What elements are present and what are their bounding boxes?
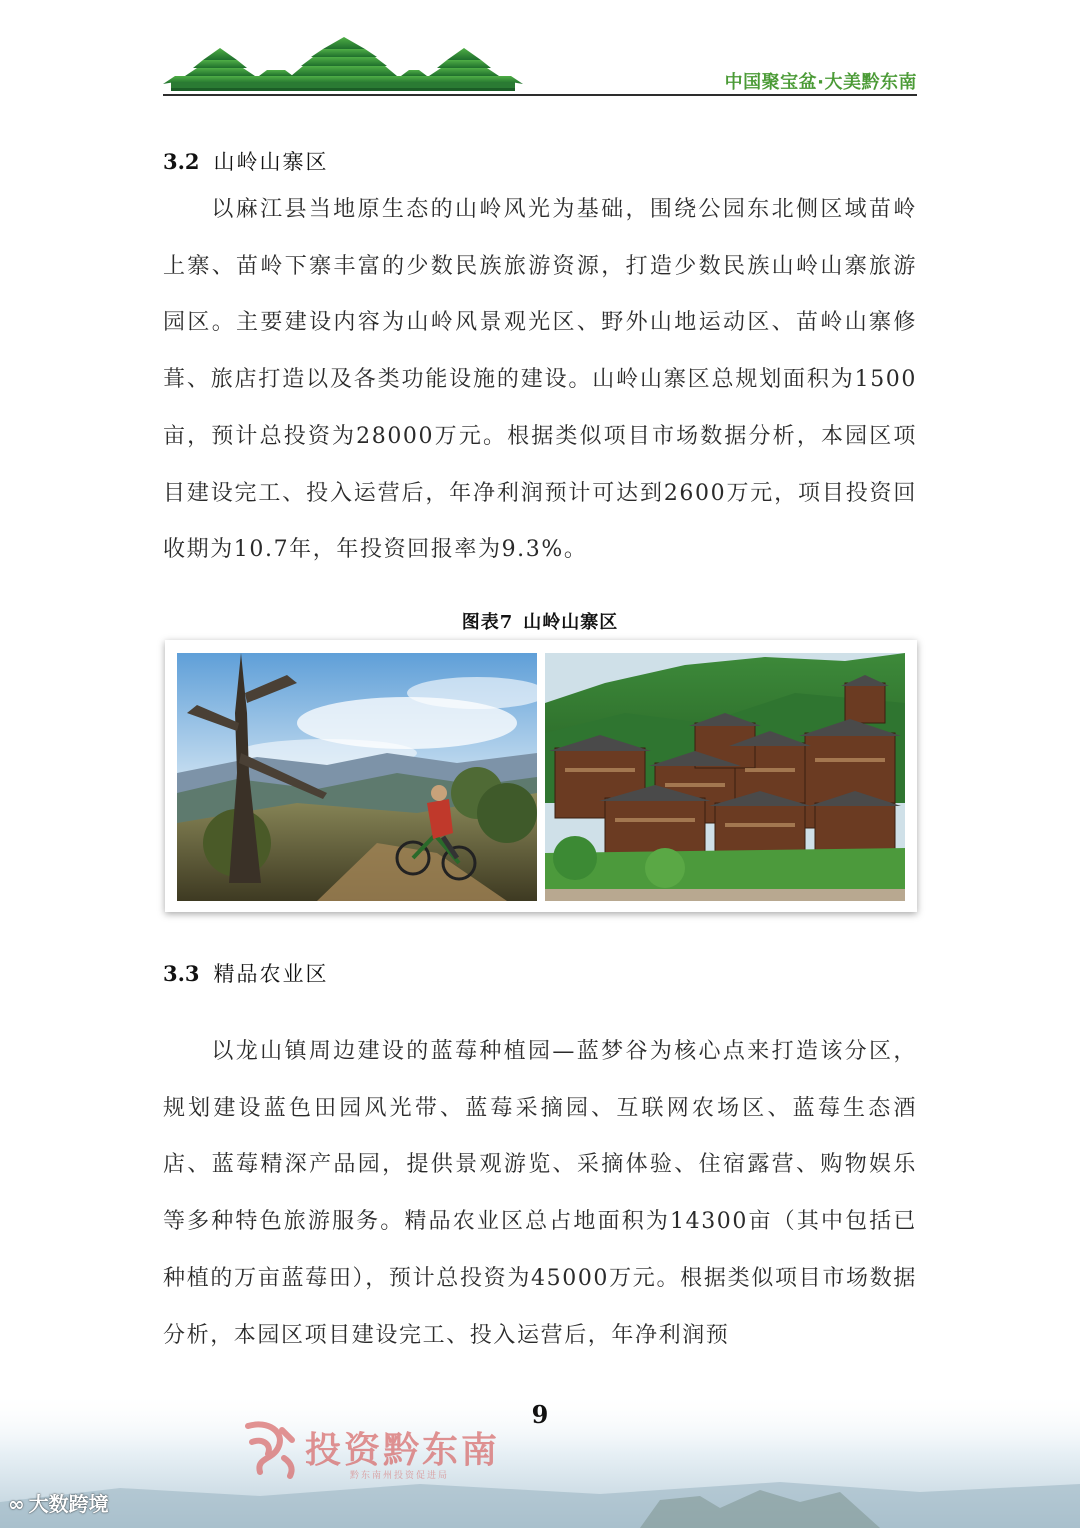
header-divider xyxy=(163,94,917,96)
green-pagoda-roof-banner-icon xyxy=(163,36,523,96)
section-3-3-paragraph: 以龙山镇周边建设的蓝莓种植园—蓝梦谷为核心点来打造该分区，规划建设蓝色田园风光带、蓝莓采摘园、互联网农场区、蓝莓生态酒店、蓝莓精深产品园，提供景观游览、采摘体验、住宿露营、购物娱乐等多种特色旅游服务。精品农业区总占地面积为14300亩（其中包括已种植的万亩蓝莓田），预计总投资为45000万元。根据类似项目市场数据分析，本园区项目建设完工、投入运营后，年净利润预 xyxy=(163,1039,917,1348)
page-number: 9 xyxy=(531,1400,549,1429)
footer-logo-text: 投资黔东南 xyxy=(305,1429,501,1471)
page-header xyxy=(163,30,917,100)
section-title: 精品农业区 xyxy=(213,962,329,986)
mountain-biker-photo xyxy=(177,653,537,901)
watermark-logo-icon: ∞ xyxy=(8,1492,23,1516)
figure-caption xyxy=(0,608,1080,634)
watermark xyxy=(8,1488,109,1517)
figure-mountain-village xyxy=(165,640,917,912)
section-heading-3-3 xyxy=(163,958,329,988)
header-slogan: 中国聚宝盆·大美黔东南 xyxy=(724,72,917,93)
section-number: 3.3 xyxy=(163,961,200,986)
caption-title: 山岭山寨区 xyxy=(523,612,619,633)
section-heading-3-2 xyxy=(163,146,329,176)
section-number: 3.2 xyxy=(163,149,200,174)
section-title: 山岭山寨区 xyxy=(213,150,329,174)
miao-village-photo xyxy=(545,653,905,901)
watermark-text: 大数跨境 xyxy=(28,1492,109,1516)
footer-logo-subtext: 黔东南州投资促进局 xyxy=(350,1471,450,1481)
section-3-2-paragraph: 以麻江县当地原生态的山岭风光为基础，围绕公园东北侧区域苗岭上寨、苗岭下寨丰富的少数民族旅游资源，打造少数民族山岭山寨旅游园区。主要建设内容为山岭风景观光区、野外山地运动区、苗岭山寨修葺、旅店打造以及各类功能设施的建设。山岭山寨区总规划面积为1500亩，预计总投资为28000万元。根据类似项目市场数据分析，本园区项目建设完工、投入运营后，年净利润预计可达到2600万元，项目投资回收期为10.7年，年投资回报率为9.3%。 xyxy=(163,197,917,563)
caption-label: 图表7 xyxy=(461,612,514,633)
